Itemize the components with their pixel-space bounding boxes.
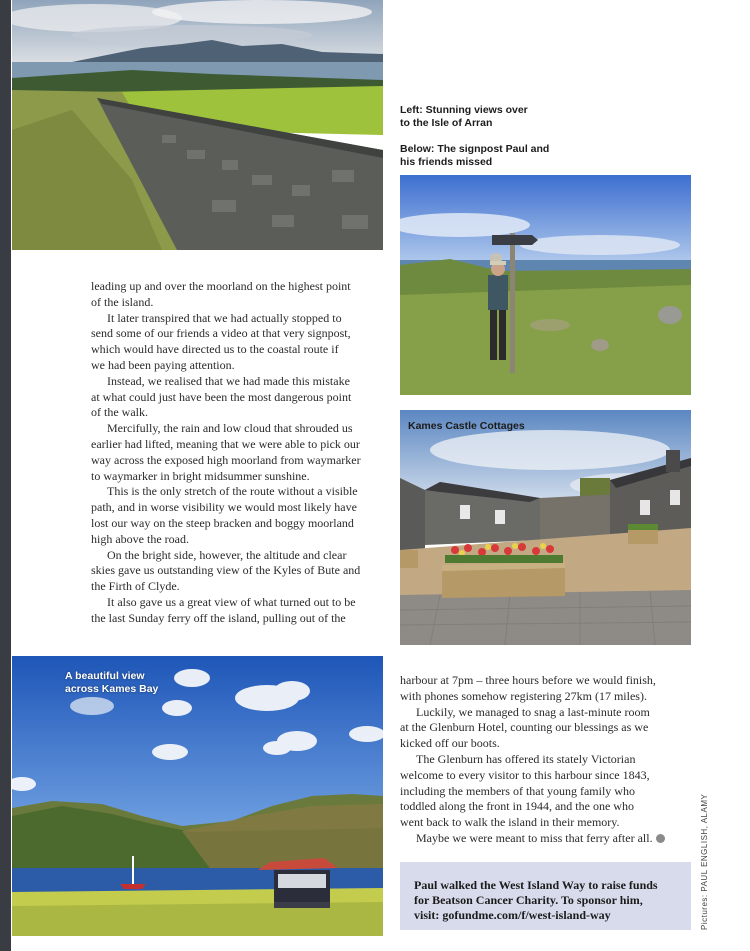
- article-line: at what could just have been the most dangerous point: [91, 389, 352, 404]
- article-line: including the members of that young family who: [400, 783, 635, 798]
- caption-bay-line2: across Kames Bay: [65, 682, 159, 695]
- article-line: leading up and over the moorland on the highest point: [91, 279, 351, 293]
- article-line: On the bright side, however, the altitude and clear: [107, 547, 347, 562]
- article-line: This is the only stretch of the route without a visible: [107, 484, 358, 499]
- article-column-right: [400, 673, 700, 847]
- article-paragraph: [400, 752, 700, 831]
- article-line: of the walk.: [91, 405, 148, 420]
- caption-kames-bay: [65, 670, 265, 695]
- caption-bay-line1: A beautiful view: [65, 670, 145, 682]
- article-line: kicked off our boots.: [400, 736, 500, 751]
- caption-cottages-text: Kames Castle Cottages: [408, 420, 525, 432]
- article-line: Mercifully, the rain and low cloud that shrouded us: [107, 421, 353, 436]
- article-line: Maybe we were meant to miss that ferry after all.: [400, 831, 700, 847]
- article-line: which would have directed us to the coastal route if: [91, 342, 339, 357]
- caption-signpost: [400, 143, 600, 168]
- article-line: of the island.: [91, 294, 154, 309]
- article-line: at the Glenburn Hotel, counting our blessings as we: [400, 720, 649, 735]
- article-paragraph: [91, 311, 381, 374]
- page-edge-bar: [0, 0, 11, 951]
- article-line: went back to walk the island in their memory.: [400, 815, 620, 830]
- article-paragraph: [400, 705, 700, 752]
- article-paragraph: [91, 279, 381, 311]
- article-paragraph: [91, 484, 381, 547]
- fundraising-line1: Paul walked the West Island Way to raise funds: [414, 878, 658, 892]
- end-of-article-icon: [656, 834, 665, 843]
- article-paragraph: [400, 831, 700, 847]
- article-line: the Firth of Clyde.: [91, 579, 180, 594]
- caption-arran-line2: to the Isle of Arran: [400, 116, 493, 129]
- caption-arran: [400, 104, 600, 129]
- article-line: with phones somehow registering 27km (17 miles).: [400, 688, 647, 703]
- article-paragraph: [400, 673, 700, 705]
- caption-arran-line1: Left: Stunning views over: [400, 104, 528, 116]
- article-line: harbour at 7pm – three hours before we would finish,: [400, 673, 656, 687]
- article-line: Luckily, we managed to snag a last-minute room: [416, 704, 650, 719]
- article-line: earlier had lifted, meaning that we were able to pick our: [91, 436, 360, 451]
- article-line: to waymarker in bright midsummer sunshine.: [91, 468, 310, 483]
- article-line: It later transpired that we had actually stopped to: [107, 310, 342, 325]
- photo-kames-castle-cottages: [400, 410, 691, 645]
- photo-signpost: [400, 175, 691, 395]
- photo-isle-of-arran: [12, 0, 383, 250]
- caption-cottages: [408, 420, 608, 433]
- article-line: we had been paying attention.: [91, 357, 235, 372]
- photo-kames-bay: [12, 656, 383, 936]
- article-line: path, and in worse visibility we would most likely have: [91, 500, 357, 515]
- article-paragraph: [91, 548, 381, 595]
- article-line: send some of our friends a video at that very signpost,: [91, 326, 351, 341]
- article-line: toddled along the front in 1944, and the one who: [400, 799, 634, 814]
- article-line: way across the exposed high moorland from waymarker: [91, 452, 361, 467]
- picture-credit: Pictures: PAUL ENGLISH, ALAMY: [700, 793, 709, 930]
- fundraising-box: [400, 862, 691, 930]
- article-line: Instead, we realised that we had made this mistake: [107, 373, 350, 388]
- article-line: skies gave us outstanding view of the Kyles of Bute and: [91, 563, 361, 578]
- fundraising-link[interactable]: visit: gofundme.com/f/west-island-way: [414, 908, 611, 922]
- article-line: the last Sunday ferry off the island, pulling out of the: [91, 610, 346, 625]
- article-line: welcome to every visitor to this harbour since 1843,: [400, 767, 650, 782]
- article-line: It also gave us a great view of what turned out to be: [107, 594, 356, 609]
- article-paragraph: [91, 374, 381, 421]
- article-line: The Glenburn has offered its stately Victorian: [416, 751, 636, 766]
- caption-signpost-line2: his friends missed: [400, 155, 493, 168]
- article-paragraph: [91, 595, 381, 627]
- caption-signpost-line1: Below: The signpost Paul and: [400, 143, 550, 155]
- fundraising-line2: for Beatson Cancer Charity. To sponsor him,: [414, 893, 643, 907]
- article-line: lost our way on the steep bracken and boggy moorland: [91, 515, 354, 530]
- article-line: high above the road.: [91, 531, 189, 546]
- article-column-left: [91, 279, 381, 627]
- article-paragraph: [91, 421, 381, 484]
